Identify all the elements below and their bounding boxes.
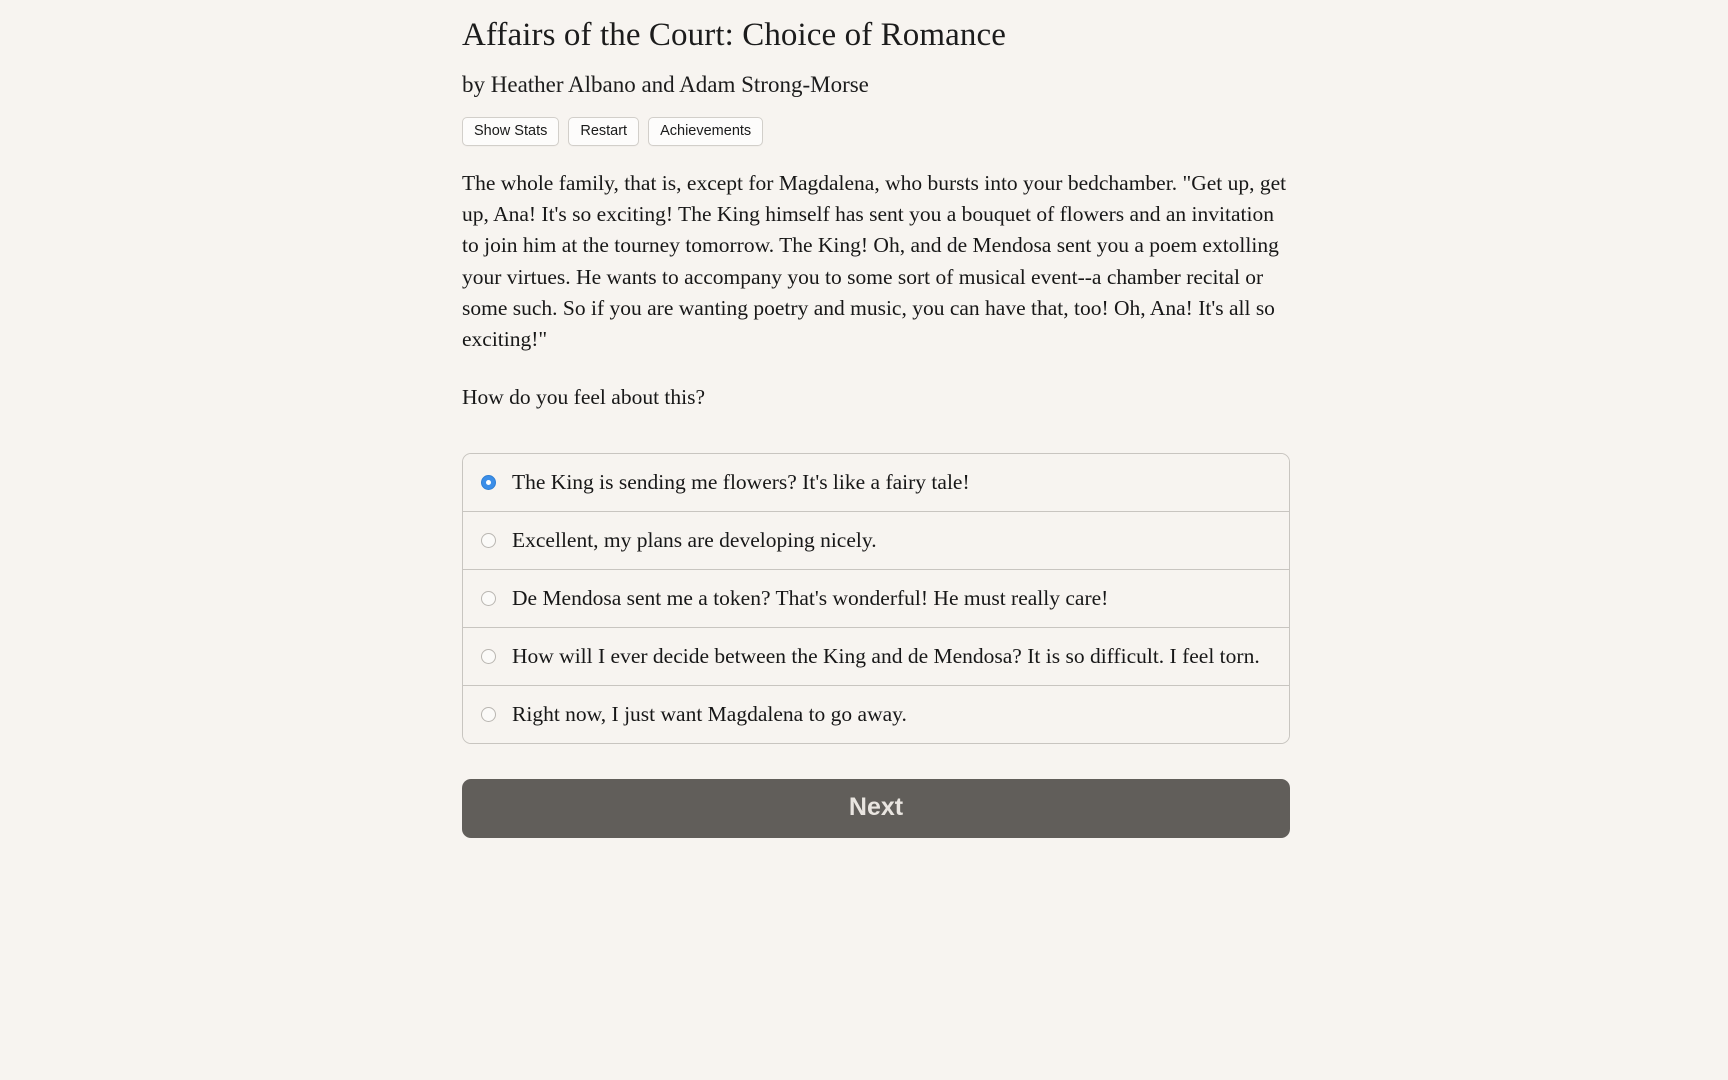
choice-list	[462, 453, 1290, 744]
radio-icon[interactable]	[481, 649, 496, 664]
choice-option-1[interactable]	[463, 454, 1289, 512]
choice-option-2[interactable]	[463, 512, 1289, 570]
achievements-button[interactable]: Achievements	[648, 117, 763, 147]
radio-icon-selected[interactable]	[481, 475, 496, 490]
show-stats-button[interactable]: Show Stats	[462, 117, 559, 147]
radio-icon[interactable]	[481, 533, 496, 548]
choice-option-3[interactable]	[463, 570, 1289, 628]
restart-button[interactable]: Restart	[568, 117, 639, 147]
choice-option-5[interactable]	[463, 686, 1289, 743]
question-prompt: How do you feel about this?	[462, 385, 706, 410]
page-title: Affairs of the Court: Choice of Romance	[462, 17, 1006, 53]
choice-option-4[interactable]	[463, 628, 1289, 686]
story-paragraph: The whole family, that is, except for Magdalena, who bursts into your bedchamber. "Get up, get up, Ana! It's so exciting! The King himself has sent you a bouquet of flowers and an invitation to join him at the tourney tomorrow. The King! Oh, and de Mendosa sent you a poem extolling your virtues. He wants to accompany you to some sort of musical event--a chamber recital or some such. So if you are wanting poetry and music, you can have that, too! Oh, Ana! It's all so exciting!"	[462, 171, 1287, 351]
choice-label: Right now, I just want Magdalena to go away.	[512, 701, 907, 726]
game-container	[462, 0, 1290, 838]
radio-icon[interactable]	[481, 707, 496, 722]
radio-icon[interactable]	[481, 591, 496, 606]
choice-label: The King is sending me flowers? It's like a fairy tale!	[512, 469, 970, 494]
choice-label: How will I ever decide between the King and de Mendosa? It is so difficult. I feel torn.	[512, 643, 1260, 668]
toolbar	[462, 98, 1290, 147]
choice-label: De Mendosa sent me a token? That's wonderful! He must really care!	[512, 585, 1109, 610]
choice-label: Excellent, my plans are developing nicely.	[512, 527, 877, 552]
author-byline: by Heather Albano and Adam Strong-Morse	[462, 71, 869, 97]
next-button[interactable]: Next	[462, 779, 1290, 838]
